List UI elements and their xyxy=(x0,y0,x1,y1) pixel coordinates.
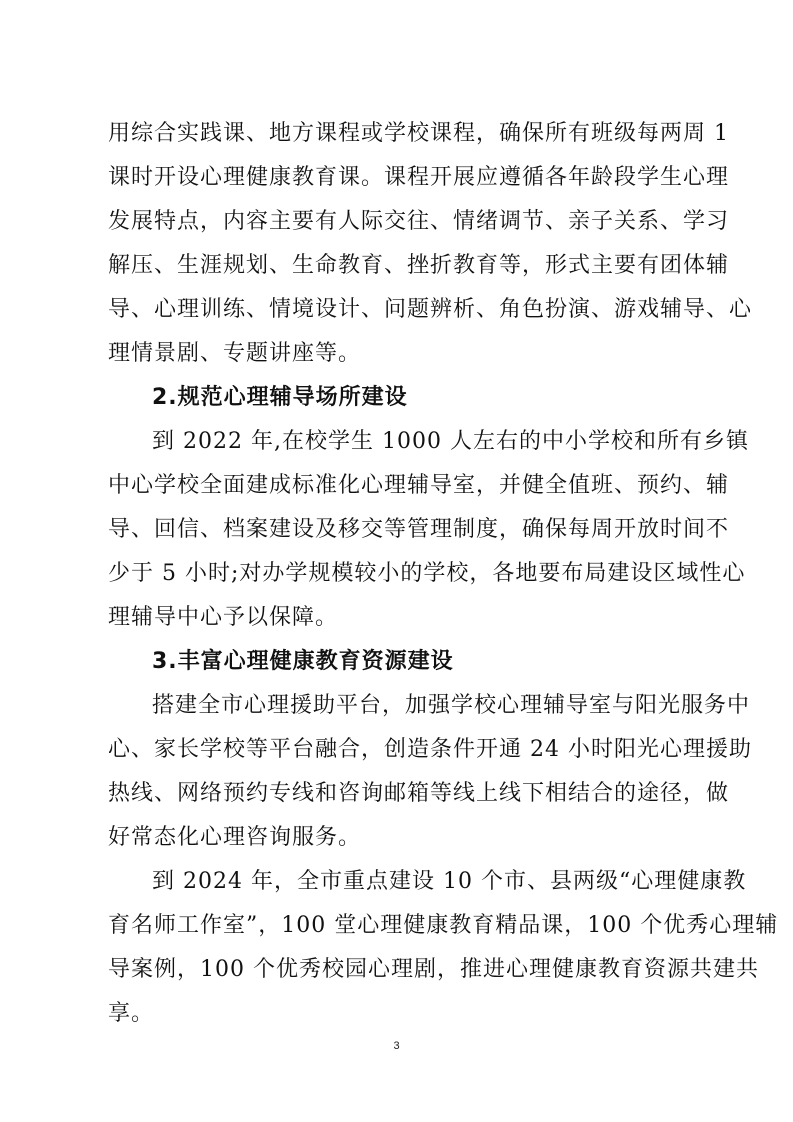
paragraph-3-line-1: 搭建全市心理援助平台，加强学校心理辅导室与阳光服务中 xyxy=(152,693,751,718)
paragraph-2-line-3: 导、回信、档案建设及移交等管理制度，确保每周开放时间不 xyxy=(108,517,730,542)
paragraph-2-line-1: 到 2022 年,在校学生 1000 人左右的中小学校和所有乡镇 xyxy=(152,429,749,454)
paragraph-1-line-2: 课时开设心理健康教育课。课程开展应遵循各年龄段学生心理 xyxy=(108,165,730,190)
paragraph-1-line-3: 发展特点，内容主要有人际交往、情绪调节、亲子关系、学习 xyxy=(108,209,730,234)
paragraph-4-line-1: 到 2024 年，全市重点建设 10 个市、县两级“心理健康教 xyxy=(152,869,747,894)
section-heading-3: 3.丰富心理健康教育资源建设 xyxy=(152,649,454,674)
paragraph-1-line-1: 用综合实践课、地方课程或学校课程，确保所有班级每两周 1 xyxy=(108,121,729,146)
paragraph-4-line-2: 育名师工作室”，100 堂心理健康教育精品课，100 个优秀心理辅 xyxy=(108,913,779,938)
paragraph-4-line-3: 导案例，100 个优秀校园心理剧，推进心理健康教育资源共建共 xyxy=(108,957,759,982)
paragraph-1-line-5: 导、心理训练、情境设计、问题辨析、角色扮演、游戏辅导、心 xyxy=(108,297,753,322)
paragraph-3-line-3: 热线、网络预约专线和咨询邮箱等线上线下相结合的途径，做 xyxy=(108,781,730,806)
paragraph-3-line-2: 心、家长学校等平台融合，创造条件开通 24 小时阳光心理援助 xyxy=(108,737,752,762)
page-number: 3 xyxy=(393,1040,400,1052)
paragraph-2-line-4: 少于 5 小时;对办学规模较小的学校，各地要布局建设区域性心 xyxy=(108,561,746,586)
paragraph-2-line-2: 中心学校全面建成标准化心理辅导室，并健全值班、预约、辅 xyxy=(108,473,730,498)
paragraph-1-line-4: 解压、生涯规划、生命教育、挫折教育等，形式主要有团体辅 xyxy=(108,253,730,278)
section-heading-2: 2.规范心理辅导场所建设 xyxy=(152,385,408,410)
paragraph-4-line-4: 享。 xyxy=(108,1001,155,1026)
paragraph-3-line-4: 好常态化心理咨询服务。 xyxy=(108,825,362,850)
paragraph-2-line-5: 理辅导中心予以保障。 xyxy=(108,605,339,630)
paragraph-1-line-6: 理情景剧、专题讲座等。 xyxy=(108,341,362,366)
